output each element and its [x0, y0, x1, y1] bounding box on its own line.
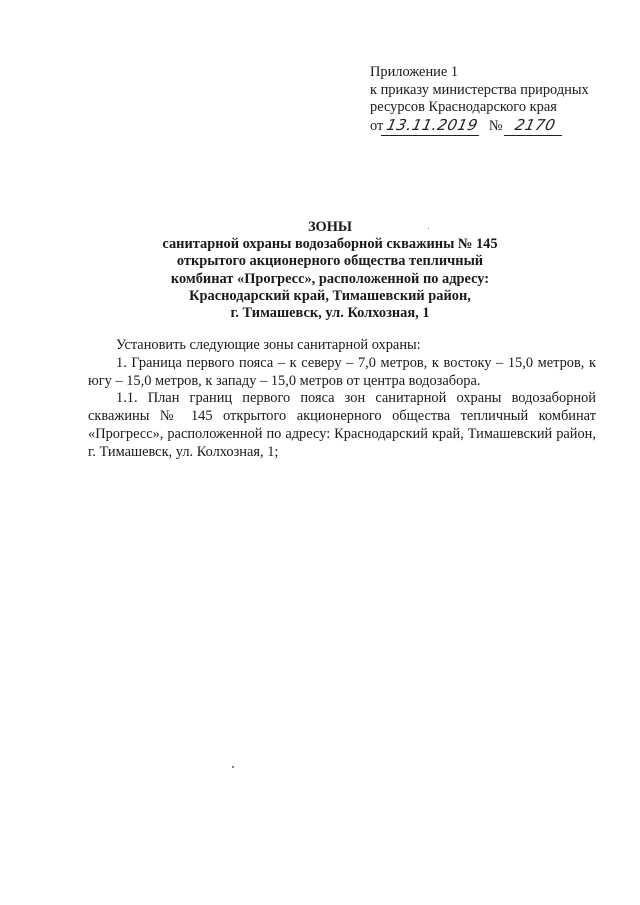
heading-line: г. Тимашевск, ул. Колхозная, 1	[230, 305, 430, 322]
document-heading	[100, 219, 560, 322]
heading-line: комбинат «Прогресс», расположенной по адресу:	[170, 270, 490, 287]
heading-title: ЗОНЫ	[307, 219, 353, 235]
handwritten-number: 2170	[504, 117, 566, 136]
body-paragraph-1: 1. Граница первого пояса – к северу – 7,0 метров, к востоку – 15,0 метров, к югу – 15,0 метров, к западу – 15,0 метров от центра водозабора.	[88, 354, 596, 389]
number-prefix: №	[488, 117, 503, 134]
appendix-title: Приложение 1	[370, 64, 459, 80]
scan-speck	[232, 766, 234, 768]
scan-speck	[428, 228, 429, 229]
appendix-date-number-line	[370, 117, 620, 137]
document-body	[88, 337, 596, 462]
body-paragraph-intro: Установить следующие зоны санитарной охраны:	[116, 337, 421, 353]
appendix-ministry-line: ресурсов Краснодарского края	[370, 99, 557, 115]
body-paragraph-1-1: 1.1. План границ первого пояса зон санитарной охраны водозаборной скважины № 145 открытого акционерного общества тепличный комбинат «Прогресс», расположенной по адресу: Краснодарский край, Тимашевский район, г. Тимашевск, ул. Колхозная, 1;	[88, 390, 596, 460]
appendix-block	[370, 64, 620, 137]
handwritten-date: 13.11.2019	[381, 117, 483, 136]
heading-line: открытого акционерного общества тепличный	[176, 253, 484, 270]
appendix-order-line: к приказу министерства природных	[370, 81, 589, 98]
date-prefix: от	[370, 117, 384, 134]
heading-line: Краснодарский край, Тимашевский район,	[189, 287, 471, 304]
heading-line: санитарной охраны водозаборной скважины № 145	[162, 236, 498, 253]
